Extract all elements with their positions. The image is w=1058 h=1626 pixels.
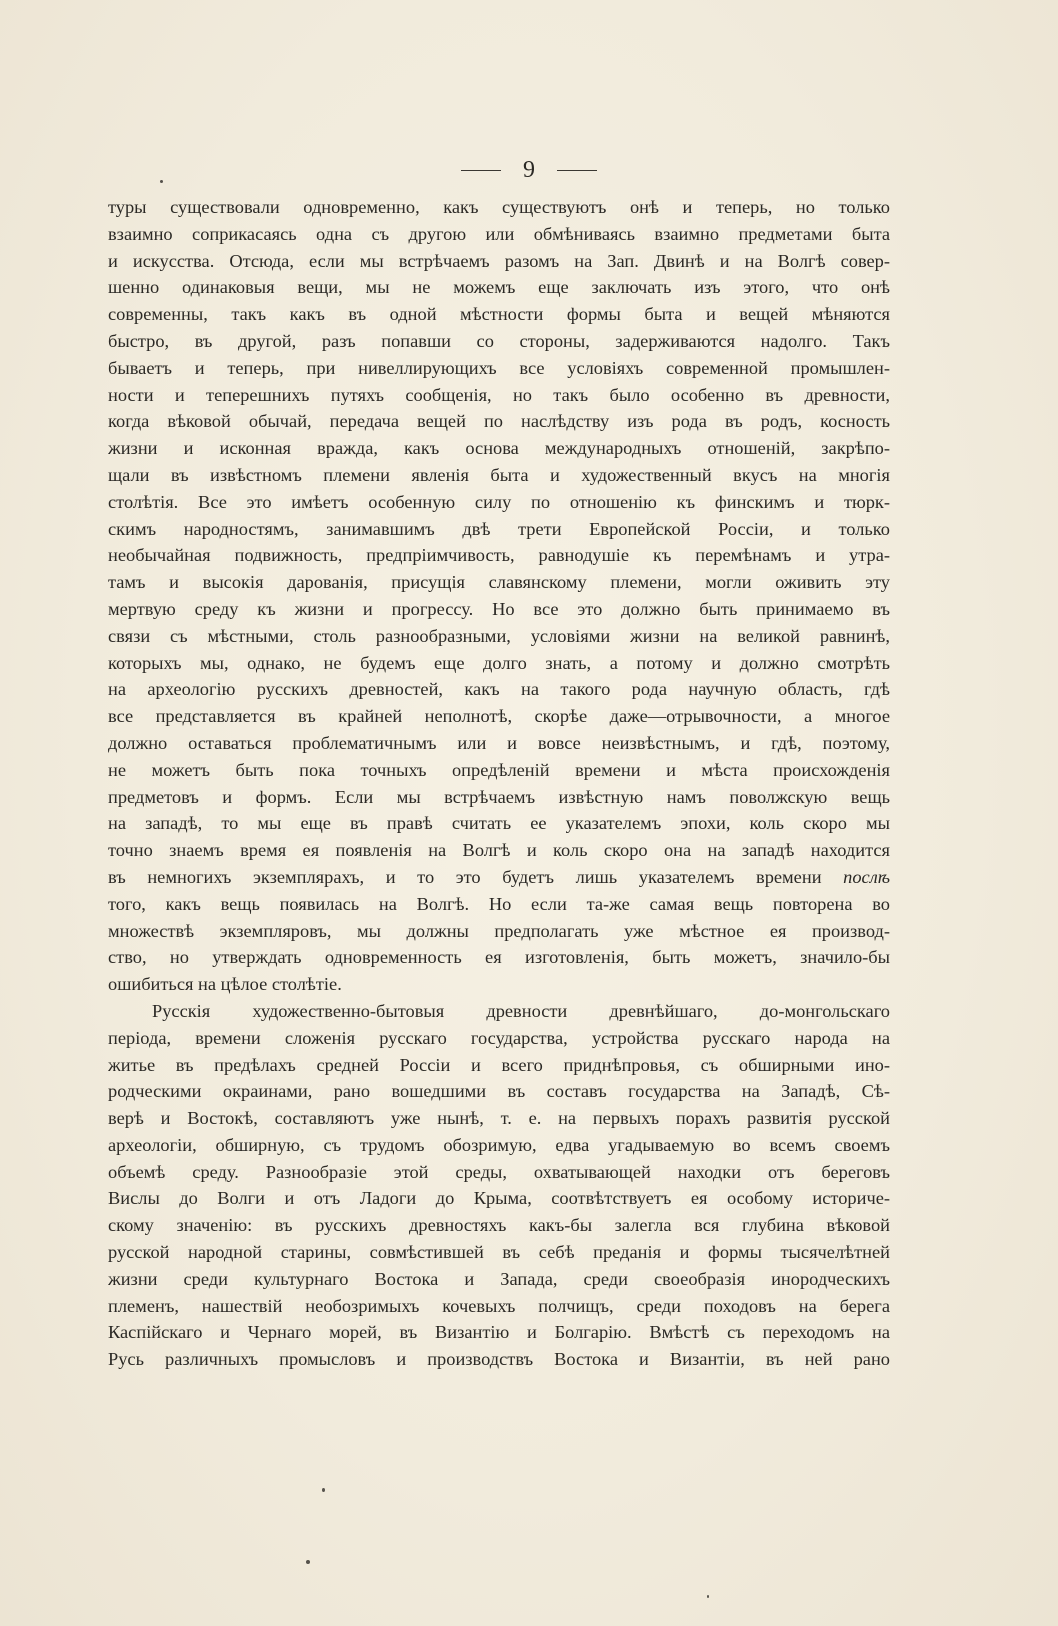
text-line: взаимно соприкасаясь одна съ другою или обмѣниваясь взаимно предметами быта bbox=[108, 223, 890, 244]
text-line: скому значенію: въ русскихъ древностяхъ какъ-бы залегла вся глубина вѣковой bbox=[108, 1215, 890, 1236]
text-line: быстро, въ другой, разъ попавши со стороны, задерживаются надолго. Такъ bbox=[108, 330, 890, 351]
text-line: все представляется въ крайней неполнотѣ, скорѣе даже—отрывочности, а многое bbox=[108, 706, 890, 727]
text-line: ности и теперешнихъ путяхъ сообщенія, но такъ было особенно въ древности, bbox=[108, 384, 890, 405]
text-line: шенно одинаковыя вещи, мы не можемъ еще заключать изъ этого, что онѣ bbox=[108, 277, 890, 298]
print-speck bbox=[707, 1595, 709, 1598]
body-text bbox=[108, 194, 890, 1373]
text-line: щали въ извѣстномъ племени явленія быта и художественный вкусъ на многія bbox=[108, 464, 890, 485]
text-line: русской народной старины, совмѣстившей въ себѣ преданія и формы тысячелѣтней bbox=[108, 1242, 890, 1263]
text-line: бываетъ и теперь, при нивеллирующихъ все условіяхъ современной промышлен- bbox=[108, 357, 890, 378]
header-rule-right bbox=[557, 170, 597, 171]
text-line: когда вѣковой обычай, передача вещей по наслѣдству изъ рода въ родъ, косность bbox=[108, 411, 890, 432]
text-line: точно знаемъ время ея появленія на Волгѣ и коль скоро она на западѣ находится bbox=[108, 840, 890, 861]
text-line: необычайная подвижность, предпріимчивость, равнодушіе къ перемѣнамъ и утра- bbox=[108, 545, 890, 566]
text-line: скимъ народностямъ, занимавшимъ двѣ трети Европейской Россіи, и только bbox=[108, 518, 890, 539]
text-line: объемѣ среду. Разнообразіе этой среды, охватывающей находки отъ береговъ bbox=[108, 1161, 890, 1182]
text-line: современны, такъ какъ въ одной мѣстности формы быта и вещей мѣняются bbox=[108, 304, 890, 325]
page-header bbox=[0, 154, 1058, 184]
text-line: ство, но утверждать одновременность ея изготовленія, быть можетъ, значило-бы bbox=[108, 947, 890, 968]
text-line: жизни и исконная вражда, какъ основа международныхъ отношеній, закрѣпо- bbox=[108, 438, 890, 459]
text-line: предметовъ и формъ. Если мы встрѣчаемъ извѣстную намъ поволжскую вещь bbox=[108, 786, 890, 807]
text-line: Вислы до Волги и отъ Ладоги до Крыма, соотвѣтствуетъ ея особому историче- bbox=[108, 1188, 890, 1209]
print-speck bbox=[322, 1488, 325, 1492]
text-line: мертвую среду къ жизни и прогрессу. Но все это должно быть принимаемо въ bbox=[108, 598, 890, 619]
text-line: туры существовали одновременно, какъ существуютъ онѣ и теперь, но только bbox=[108, 197, 890, 217]
page-number: 9 bbox=[523, 157, 535, 184]
text-line: Русь различныхъ промысловъ и производствъ Востока и Византіи, въ ней рано bbox=[108, 1349, 890, 1370]
header-rule-left bbox=[461, 170, 501, 171]
text-line: на западѣ, то мы еще въ правѣ считать ее указателемъ эпохи, коль скоро мы bbox=[108, 813, 890, 834]
text-line: на археологію русскихъ древностей, какъ на такого рода научную область, гдѣ bbox=[108, 679, 890, 700]
text-line: археологіи, обширную, съ трудомъ обозримую, едва угадываемую во всемъ своемъ bbox=[108, 1134, 890, 1155]
text-line: того, какъ вещь появилась на Волгѣ. Но если та-же самая вещь повторена во bbox=[108, 893, 890, 914]
text-line: племенъ, нашествій необозримыхъ кочевыхъ полчищъ, среди походовъ на берега bbox=[108, 1295, 890, 1316]
text-line: и искусства. Отсюда, если мы встрѣчаемъ разомъ на Зап. Двинѣ и на Волгѣ совер- bbox=[108, 250, 890, 271]
text-line: не можетъ быть пока точныхъ опредѣленій времени и мѣста происхожденія bbox=[108, 759, 890, 780]
text-line: верѣ и Востокѣ, составляютъ уже нынѣ, т. е. на первыхъ порахъ развитія русской bbox=[108, 1108, 890, 1129]
text-line: множествѣ экземпляровъ, мы должны предполагать уже мѣстное ея производ- bbox=[108, 920, 890, 941]
text-line: Каспійскаго и Чернаго морей, въ Византію и Болгарію. Вмѣстѣ съ переходомъ на bbox=[108, 1322, 890, 1343]
italic-word: послѣ bbox=[843, 866, 890, 887]
text-line: родческими окраинами, рано вошедшими въ составъ государства на Западѣ, Сѣ- bbox=[108, 1081, 890, 1102]
text-line-with-italic bbox=[108, 864, 890, 891]
text-line: которыхъ мы, однако, не будемъ еще долго знать, а потому и должно смотрѣть bbox=[108, 652, 890, 673]
text-segment: въ немногихъ экземплярахъ, и то это будетъ лишь указателемъ времени bbox=[108, 866, 822, 887]
text-line: жизни среди культурнаго Востока и Запада, среди своеобразія инородческихъ bbox=[108, 1268, 890, 1289]
text-line: житье въ предѣлахъ средней Россіи и всего приднѣпровья, съ обширными ино- bbox=[108, 1054, 890, 1075]
print-speck bbox=[306, 1560, 310, 1564]
text-line: тамъ и высокія дарованія, присущія славянскому племени, могли оживить эту bbox=[108, 572, 890, 593]
print-speck bbox=[160, 180, 163, 183]
text-line: должно оставаться проблематичнымъ или и вовсе неизвѣстнымъ, и гдѣ, поэтому, bbox=[108, 732, 890, 753]
text-line: столѣтія. Все это имѣетъ особенную силу по отношенію къ финскимъ и тюрк- bbox=[108, 491, 890, 512]
text-line: ошибиться на цѣлое столѣтіе. bbox=[108, 974, 342, 995]
text-line: связи съ мѣстными, столь разнообразными, условіями жизни на великой равнинѣ, bbox=[108, 625, 890, 646]
text-line: Русскія художественно-бытовыя древности древнѣйшаго, до-монгольскаго bbox=[152, 1000, 890, 1021]
text-line: періода, времени сложенія русскаго государства, устройства русскаго народа на bbox=[108, 1027, 890, 1048]
